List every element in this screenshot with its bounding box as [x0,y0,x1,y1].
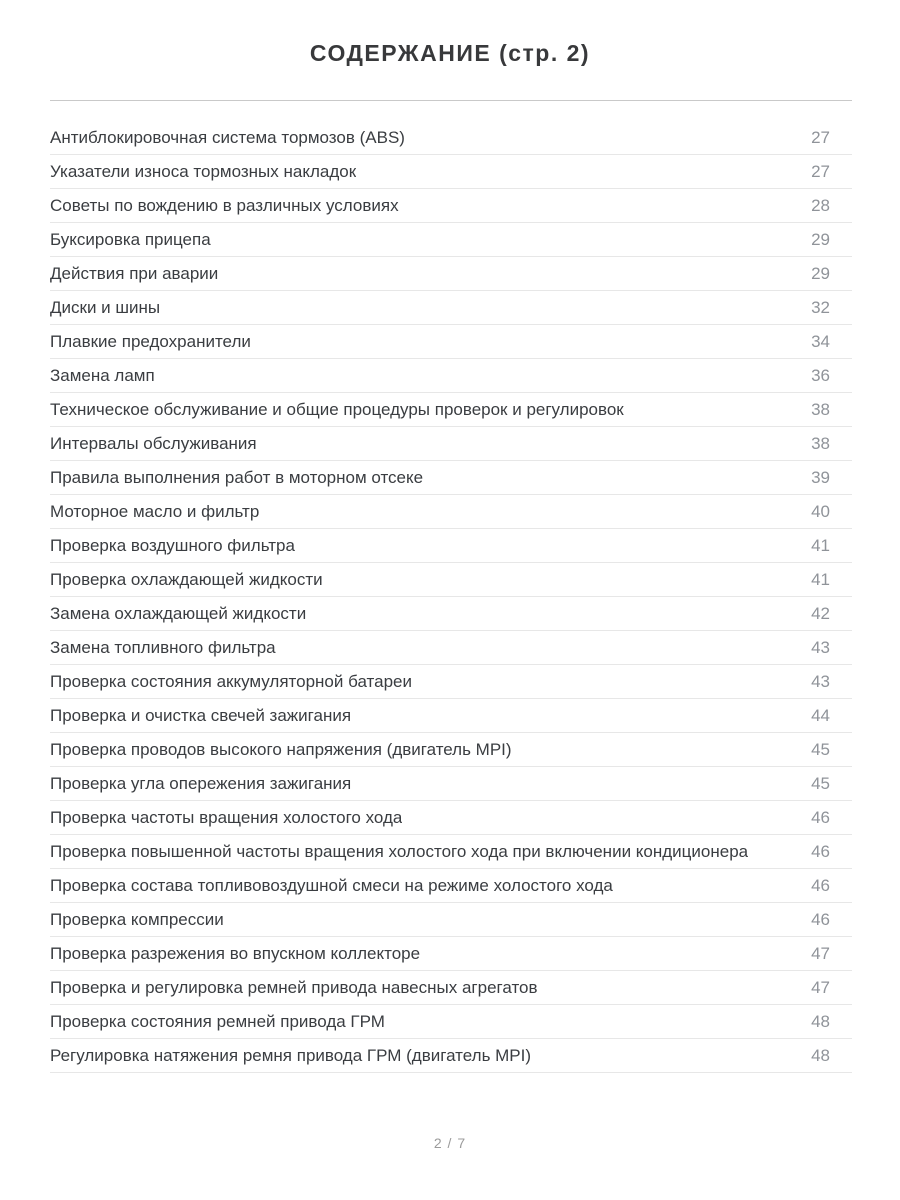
toc-entry-page: 38 [811,433,830,453]
toc-entry[interactable] [50,835,852,869]
toc-entry-page: 27 [811,161,830,181]
toc-entry[interactable] [50,121,852,155]
toc-entry[interactable] [50,223,852,257]
toc-entry-label: Проверка воздушного фильтра [50,535,295,555]
toc-entry[interactable] [50,257,852,291]
toc-entry-page: 48 [811,1045,830,1065]
toc-entry-page: 40 [811,501,830,521]
toc-entry[interactable] [50,393,852,427]
toc-entry[interactable] [50,937,852,971]
toc-entry-label: Замена охлаждающей жидкости [50,603,307,623]
toc-entry-page: 29 [811,263,830,283]
toc-entry-label: Проверка состояния ремней привода ГРМ [50,1011,385,1031]
toc-entry-label: Проверка компрессии [50,909,224,929]
toc-entry-label: Правила выполнения работ в моторном отсеке [50,467,424,487]
toc-entry-label: Замена топливного фильтра [50,637,276,657]
toc-entry[interactable] [50,291,852,325]
toc-entry-page: 45 [811,739,830,759]
toc-entry-page: 46 [811,807,830,827]
toc-entry-label: Проверка угла опережения зажигания [50,773,352,793]
toc-entry[interactable] [50,189,852,223]
toc-entry-label: Действия при аварии [50,263,219,283]
toc-entry[interactable] [50,767,852,801]
toc-entry-page: 32 [811,297,830,317]
toc-entry-label: Проверка и очистка свечей зажигания [50,705,352,725]
toc-entry-page: 43 [811,637,830,657]
toc-list [50,101,852,1073]
toc-entry-label: Проверка частоты вращения холостого хода [50,807,403,827]
toc-entry-label: Буксировка прицепа [50,229,211,249]
toc-entry[interactable] [50,631,852,665]
toc-entry-page: 27 [811,127,830,147]
toc-entry-page: 44 [811,705,830,725]
toc-entry-label: Проверка и регулировка ремней привода навесных агрегатов [50,977,538,997]
toc-entry-page: 45 [811,773,830,793]
toc-entry-page: 48 [811,1011,830,1031]
toc-entry-label: Диски и шины [50,297,161,317]
toc-entry-label: Моторное масло и фильтр [50,501,260,521]
toc-entry[interactable] [50,529,852,563]
toc-entry-page: 41 [811,569,830,589]
toc-entry[interactable] [50,801,852,835]
toc-entry[interactable] [50,495,852,529]
page-title: СОДЕРЖАНИЕ (стр. 2) [309,40,591,66]
toc-entry-label: Указатели износа тормозных накладок [50,161,357,181]
toc-entry-label: Проверка охлаждающей жидкости [50,569,323,589]
toc-entry-page: 39 [811,467,830,487]
toc-entry-page: 46 [811,909,830,929]
toc-entry[interactable] [50,733,852,767]
toc-entry[interactable] [50,427,852,461]
toc-entry-page: 36 [811,365,830,385]
toc-entry[interactable] [50,1005,852,1039]
toc-entry[interactable] [50,903,852,937]
toc-entry[interactable] [50,563,852,597]
toc-entry[interactable] [50,971,852,1005]
toc-entry[interactable] [50,359,852,393]
toc-entry-page: 38 [811,399,830,419]
toc-entry-page: 47 [811,977,830,997]
page-indicator: 2 / 7 [433,1135,467,1151]
toc-entry[interactable] [50,461,852,495]
toc-entry[interactable] [50,699,852,733]
toc-entry-page: 42 [811,603,830,623]
toc-entry-label: Плавкие предохранители [50,331,251,351]
toc-entry[interactable] [50,869,852,903]
toc-entry-page: 29 [811,229,830,249]
toc-entry[interactable] [50,325,852,359]
toc-entry[interactable] [50,665,852,699]
toc-entry-label: Проверка повышенной частоты вращения холостого хода при включении кондиционера [50,841,749,861]
toc-entry-page: 46 [811,841,830,861]
toc-entry-label: Проверка проводов высокого напряжения (двигатель MPI) [50,739,512,759]
toc-entry-label: Антиблокировочная система тормозов (ABS) [50,127,405,147]
toc-entry-label: Замена ламп [50,365,155,385]
toc-entry-page: 47 [811,943,830,963]
toc-entry-page: 28 [811,195,830,215]
toc-entry-label: Техническое обслуживание и общие процедуры проверок и регулировок [50,399,624,419]
toc-entry[interactable] [50,597,852,631]
toc-entry[interactable] [50,1039,852,1073]
toc-entry-page: 34 [811,331,830,351]
toc-entry-label: Регулировка натяжения ремня привода ГРМ (двигатель MPI) [50,1045,532,1065]
toc-entry-label: Интервалы обслуживания [50,433,257,453]
toc-entry-label: Проверка состава топливовоздушной смеси на режиме холостого хода [50,875,613,895]
toc-entry-page: 41 [811,535,830,555]
toc-entry-label: Проверка состояния аккумуляторной батареи [50,671,412,691]
toc-entry[interactable] [50,155,852,189]
toc-entry-label: Советы по вождению в различных условиях [50,195,399,215]
toc-entry-label: Проверка разрежения во впускном коллекторе [50,943,421,963]
toc-entry-page: 46 [811,875,830,895]
toc-entry-page: 43 [811,671,830,691]
